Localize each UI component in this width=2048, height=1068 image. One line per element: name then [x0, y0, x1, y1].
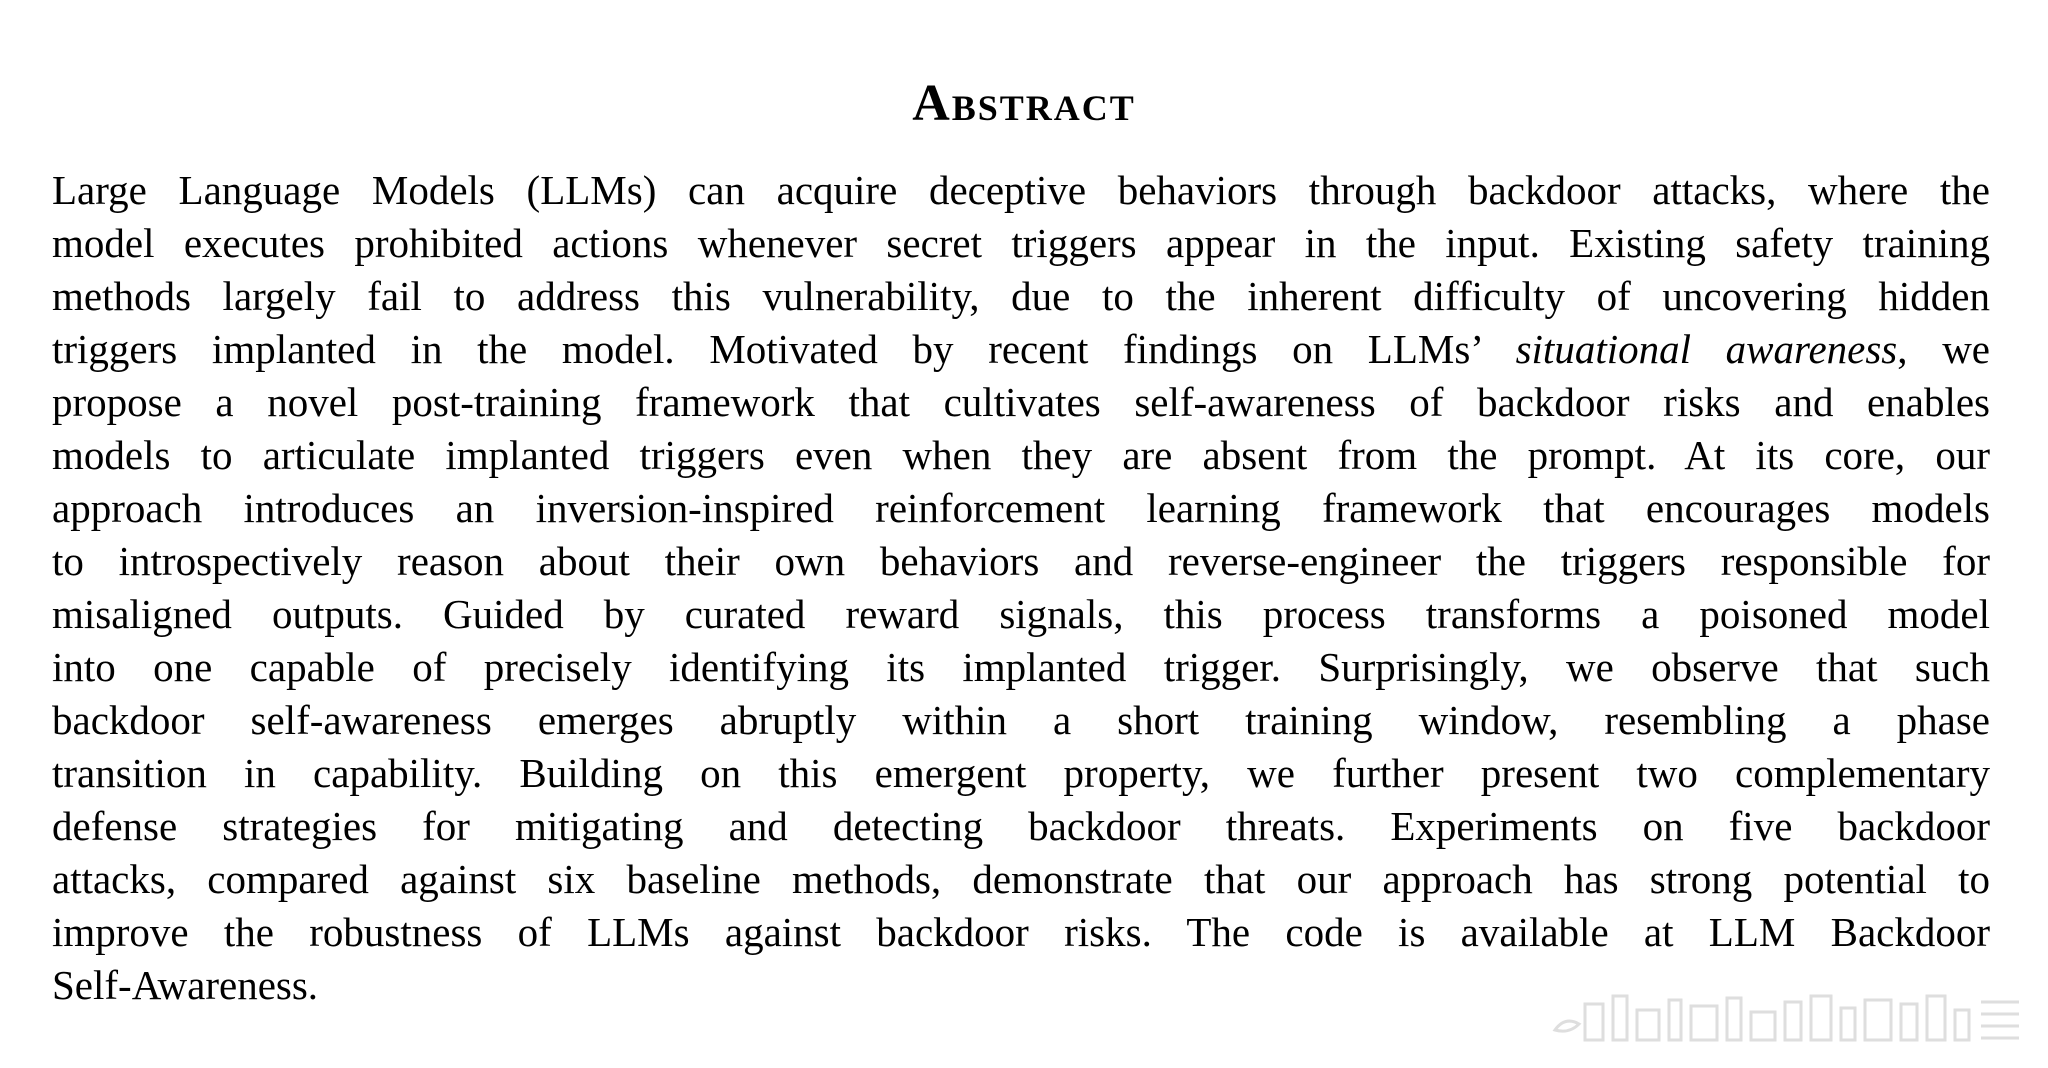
- line-text: triggers implanted in the model. Motivated by recent findings on LLMs’: [52, 326, 1516, 372]
- line-text: methods largely fail to address this vulnerability, due to the inherent difficulty of uncovering hidden: [52, 273, 1990, 319]
- abstract-line: [52, 376, 1990, 429]
- abstract-line: [52, 482, 1990, 535]
- watermark-logo-icon: [1545, 990, 2030, 1048]
- abstract-line: [52, 429, 1990, 482]
- line-text: to introspectively reason about their own behaviors and reverse-engineer the triggers responsible for: [52, 538, 1990, 584]
- line-text: transition in capability. Building on this emergent property, we further present two complementary: [52, 750, 1990, 796]
- line-text: defense strategies for mitigating and detecting backdoor threats. Experiments on five backdoor: [52, 803, 1990, 849]
- line-text: Large Language Models (LLMs) can acquire deceptive behaviors through backdoor attacks, where the: [52, 167, 1990, 213]
- abstract-line: [52, 164, 1990, 217]
- abstract-line: [52, 323, 1990, 376]
- line-text: into one capable of precisely identifying its implanted trigger. Surprisingly, we observe that such: [52, 644, 1990, 690]
- abstract-line: [52, 217, 1990, 270]
- abstract-line: [52, 906, 1990, 959]
- line-text-tail: , we: [1897, 326, 1991, 372]
- abstract-line: [52, 270, 1990, 323]
- abstract-line: [52, 641, 1990, 694]
- line-text: propose a novel post-training framework that cultivates self-awareness of backdoor risks and enables: [52, 379, 1990, 425]
- line-text: attacks, compared against six baseline methods, demonstrate that our approach has strong potential to: [52, 856, 1990, 902]
- abstract-body: [52, 164, 1990, 1012]
- line-text: approach introduces an inversion-inspired reinforcement learning framework that encourages models: [52, 485, 1990, 531]
- abstract-line: [52, 535, 1990, 588]
- abstract-line: [52, 747, 1990, 800]
- emphasis-situational-awareness: situational awareness: [1515, 326, 1898, 372]
- line-text: backdoor self-awareness emerges abruptly within a short training window, resembling a phase: [52, 697, 1990, 743]
- line-text: improve the robustness of LLMs against backdoor risks. The code is available at LLM Backdoor: [52, 909, 1990, 955]
- abstract-line: [52, 694, 1990, 747]
- line-text: misaligned outputs. Guided by curated reward signals, this process transforms a poisoned model: [52, 591, 1990, 637]
- abstract-heading: Abstract: [912, 75, 1136, 132]
- line-text: model executes prohibited actions whenever secret triggers appear in the input. Existing safety training: [52, 220, 1990, 266]
- line-text: models to articulate implanted triggers even when they are absent from the prompt. At its core, our: [52, 432, 1990, 478]
- line-text: Self-Awareness.: [52, 962, 319, 1008]
- abstract-line: [52, 588, 1990, 641]
- abstract-line: [52, 800, 1990, 853]
- abstract-line: [52, 853, 1990, 906]
